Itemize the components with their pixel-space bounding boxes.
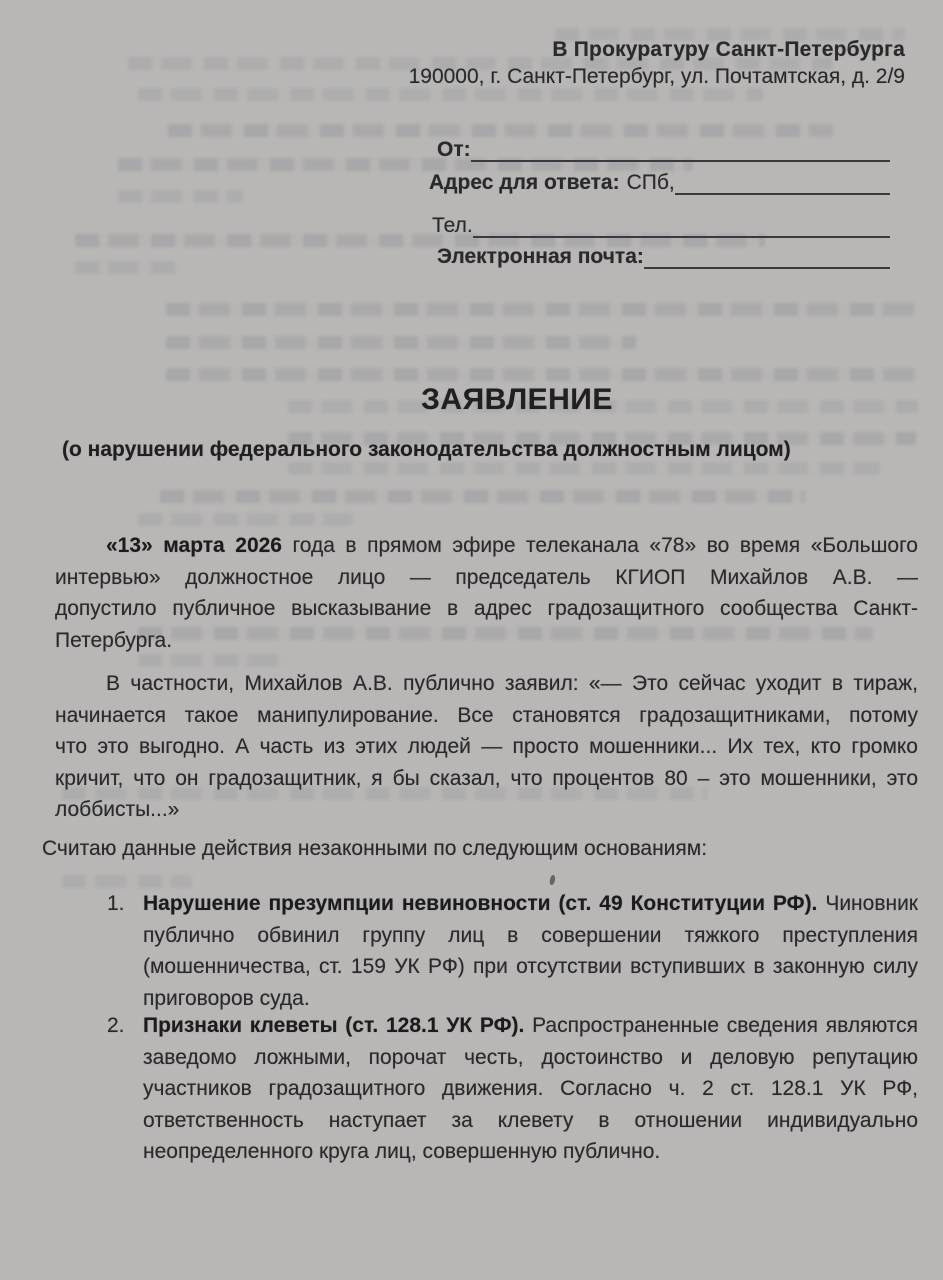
text-line: Признаки клеветы (ст. 128.1 УК РФ). Распространенные сведения являются xyxy=(143,1014,918,1037)
bleed-through-line xyxy=(75,261,180,274)
form-row-email xyxy=(437,245,890,269)
form-row-from xyxy=(437,138,890,162)
bleed-through-line xyxy=(166,303,914,316)
text-line: начинается такое манипулирование. Все становятся градозащитниками, потому xyxy=(55,703,918,727)
ground-2-text xyxy=(143,1010,918,1168)
text-line: заведомо ложными, порочат честь, достоинство и деловую репутацию xyxy=(143,1045,918,1069)
bleed-through-line xyxy=(166,336,636,349)
text-line: что это выгодно. А часть из этих людей — просто мошенники... Их тех, кто громко xyxy=(55,735,918,758)
text-line: участников градозащитного движения. Согласно ч. 2 ст. 128.1 УК РФ, xyxy=(143,1077,918,1100)
recipient-address: 190000, г. Санкт-Петербург, ул. Почтамтская, д. 2/9 xyxy=(408,65,905,88)
email-label: Электронная почта: xyxy=(437,245,644,268)
reply-address-value: СПб, xyxy=(626,171,675,194)
bleed-through-line xyxy=(62,875,192,888)
phone-blank-line xyxy=(473,214,890,238)
text-line: лоббисты...» xyxy=(55,798,180,821)
from-label: От: xyxy=(437,138,471,161)
email-blank-line xyxy=(644,245,890,269)
ground-1-number: 1. xyxy=(107,892,125,915)
reply-address-label: Адрес для ответа: xyxy=(429,171,620,194)
bleed-through-line xyxy=(288,462,880,475)
paper-speck xyxy=(549,875,556,886)
ground-2-number: 2. xyxy=(107,1014,125,1037)
text-line: (мошенничества, ст. 159 УК РФ) при отсутствии вступивших в законную силу xyxy=(143,955,918,978)
text-line: ответственность наступает за клевету в отношении индивидуально xyxy=(143,1108,918,1132)
form-row-phone xyxy=(432,214,890,238)
text-line: интервью» должностное лицо — председатель КГИОП Михайлов А.В. — xyxy=(55,565,918,589)
text-line: «13» марта 2026 года в прямом эфире телеканала «78» во время «Большого xyxy=(106,534,918,557)
grounds-intro: Считаю данные действия незаконными по следующим основаниям: xyxy=(42,837,708,860)
ground-1-text xyxy=(143,888,918,1014)
paragraph-quote xyxy=(55,668,918,826)
bleed-through-line xyxy=(168,124,833,137)
document-subtitle: (о нарушении федерального законодательства должностным лицом) xyxy=(62,438,791,461)
text-line: приговоров суда. xyxy=(143,986,310,1010)
recipient-block xyxy=(409,36,905,90)
bleed-through-line xyxy=(160,490,805,503)
text-line: Петербурга. xyxy=(55,628,173,652)
paragraph-statement-date xyxy=(55,530,918,656)
text-line: неопределенного круга лиц, совершенную публично. xyxy=(143,1140,661,1163)
bleed-through-line xyxy=(138,513,353,526)
reply-address-blank-line xyxy=(675,171,890,195)
recipient-name: В Прокуратуру Санкт-Петербурга xyxy=(552,38,905,61)
bleed-through-line xyxy=(118,190,243,203)
text-line: публично обвинил группу лиц в совершении тяжкого преступления xyxy=(143,923,918,947)
text-line: допустило публичное высказывание в адрес градозащитного сообщества Санкт- xyxy=(55,597,918,620)
text-line: В частности, Михайлов А.В. публично заявил: «— Это сейчас уходит в тираж, xyxy=(106,672,918,695)
from-blank-line xyxy=(471,138,890,162)
form-row-reply-address xyxy=(429,171,890,195)
bleed-through-line xyxy=(166,368,918,381)
document-title: ЗАЯВЛЕНИЕ xyxy=(421,383,613,416)
text-line: Нарушение презумпции невиновности (ст. 49 Конституции РФ). Чиновник xyxy=(143,892,918,915)
phone-label: Тел. xyxy=(432,214,473,237)
text-line: кричит, что он градозащитник, я бы сказал, что процентов 80 – это мошенники, это xyxy=(55,766,918,790)
